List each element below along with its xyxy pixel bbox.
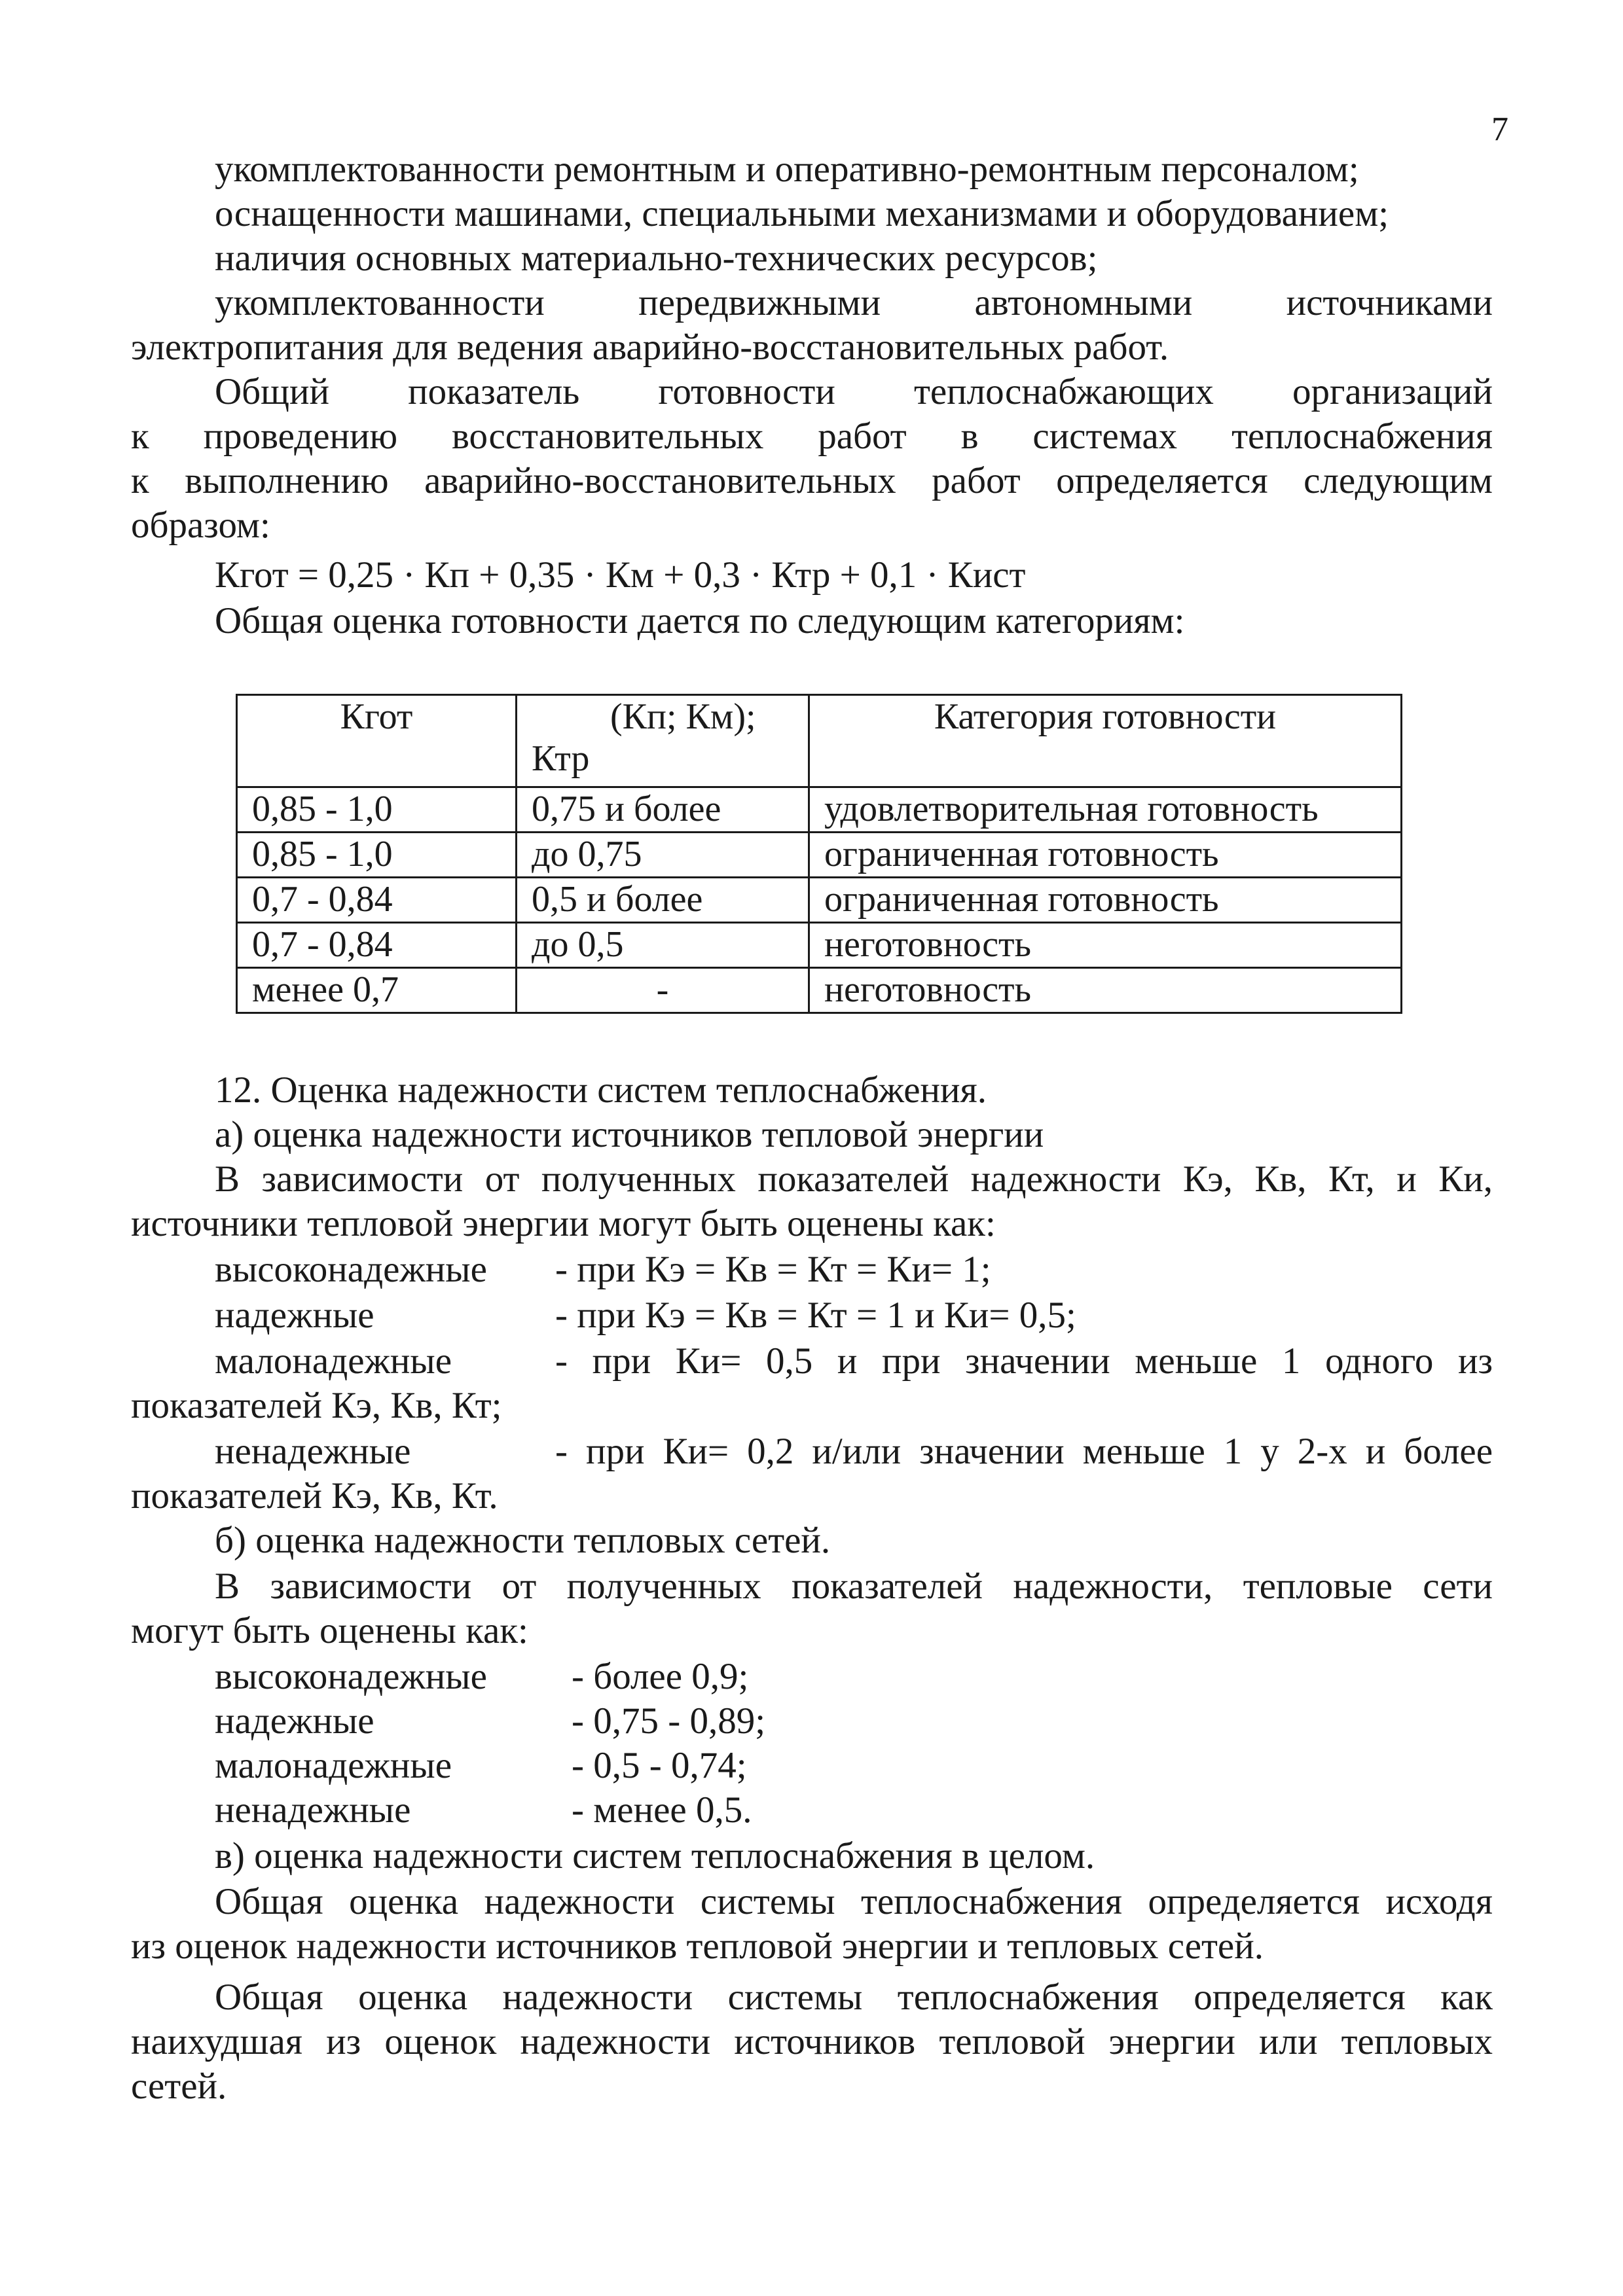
- rating-value: - при Ки= 0,5 и при значении меньше 1 одного из: [555, 1340, 1493, 1382]
- table-cell: 0,7 - 0,84: [237, 923, 517, 968]
- rating-label: малонадежные: [215, 1745, 452, 1786]
- text-line: сетей.: [131, 2066, 227, 2107]
- header-cell-line: (Кп; Км);: [610, 696, 756, 737]
- table-cell: 0,75 и более: [517, 787, 809, 833]
- rating-value: - при Кэ = Кв = Кт = 1 и Ки= 0,5;: [555, 1295, 1076, 1336]
- header-cell: Категория готовности: [809, 695, 1402, 787]
- table-row: [237, 833, 1402, 878]
- text-line: Общая оценка готовности дается по следующим категориям:: [215, 600, 1185, 641]
- rating-value: - 0,75 - 0,89;: [572, 1700, 766, 1742]
- table-cell: 0,7 - 0,84: [237, 878, 517, 923]
- rating-line: [215, 1655, 1493, 1699]
- section-title: 12. Оценка надежности систем теплоснабжения.: [215, 1069, 987, 1111]
- rating-line: [215, 1788, 1493, 1833]
- readiness-table: [236, 694, 1402, 1014]
- text-line: наличия основных материально-технических ресурсов;: [215, 238, 1098, 279]
- table-row: [237, 923, 1402, 968]
- table-row: [237, 878, 1402, 923]
- table-row: [237, 968, 1402, 1013]
- text-line: В зависимости от полученных показателей надежности Кэ, Кв, Кт, и Ки,: [215, 1158, 1493, 1200]
- table-cell: неготовность: [809, 923, 1402, 968]
- header-cell-line: Ктр: [532, 738, 590, 779]
- text-line: к выполнению аварийно-восстановительных работ определяется следующим: [131, 460, 1493, 501]
- text-line: Общая оценка надежности системы теплоснабжения определяется как: [215, 1977, 1493, 2018]
- text-line: из оценок надежности источников тепловой энергии и тепловых сетей.: [131, 1926, 1264, 1967]
- table-cell: ограниченная готовность: [809, 878, 1402, 923]
- table-cell: ограниченная готовность: [809, 833, 1402, 878]
- rating-value: - менее 0,5.: [572, 1789, 752, 1831]
- text-line: Общий показатель готовности теплоснабжающих организаций: [215, 371, 1493, 412]
- rating-value: - 0,5 - 0,74;: [572, 1745, 747, 1786]
- formula: Кгот = 0,25 · Кп + 0,35 · Км + 0,3 · Ктр + 0,1 · Кист: [215, 554, 1026, 596]
- header-cell: [517, 695, 809, 787]
- text-line: показателей Кэ, Кв, Кт;: [131, 1385, 502, 1426]
- table-cell: -: [517, 968, 809, 1013]
- rating-value: - более 0,9;: [572, 1656, 749, 1697]
- text-line: наихудшая из оценок надежности источников тепловой энергии или тепловых: [131, 2021, 1493, 2062]
- rating-label: ненадежные: [215, 1431, 411, 1472]
- rating-label: надежные: [215, 1295, 374, 1336]
- text-line: к проведению восстановительных работ в системах теплоснабжения: [131, 416, 1493, 457]
- text-line: В зависимости от полученных показателей надежности, тепловые сети: [215, 1566, 1493, 1607]
- table-cell: до 0,75: [517, 833, 809, 878]
- table-cell: менее 0,7: [237, 968, 517, 1013]
- table-cell: неготовность: [809, 968, 1402, 1013]
- text-line: оснащенности машинами, специальными механизмами и оборудованием;: [215, 193, 1389, 234]
- rating-line: [215, 1699, 1493, 1744]
- rating-label: высоконадежные: [215, 1249, 487, 1290]
- rating-line: [215, 1293, 1493, 1338]
- table-cell: 0,85 - 1,0: [237, 787, 517, 833]
- table-cell: 0,85 - 1,0: [237, 833, 517, 878]
- rating-label: малонадежные: [215, 1340, 452, 1382]
- text-line: источники тепловой энергии могут быть оценены как:: [131, 1203, 996, 1244]
- rating-label: высоконадежные: [215, 1656, 487, 1697]
- header-cell: Кгот: [237, 695, 517, 787]
- rating-line: [215, 1247, 1493, 1292]
- rating-line: [215, 1429, 1493, 1474]
- subsection-title: а) оценка надежности источников тепловой энергии: [215, 1114, 1044, 1155]
- table-cell: удовлетворительная готовность: [809, 787, 1402, 833]
- table-cell: 0,5 и более: [517, 878, 809, 923]
- page-number: 7: [1491, 111, 1508, 148]
- table-cell: до 0,5: [517, 923, 809, 968]
- rating-line: [215, 1339, 1493, 1384]
- table-row: [237, 787, 1402, 833]
- text-line: электропитания для ведения аварийно-восстановительных работ.: [131, 327, 1169, 368]
- subsection-title: б) оценка надежности тепловых сетей.: [215, 1520, 831, 1561]
- text-line: образом:: [131, 505, 270, 546]
- rating-line: [215, 1744, 1493, 1788]
- rating-value: - при Ки= 0,2 и/или значении меньше 1 у 2-х и более: [555, 1431, 1493, 1472]
- text-line: Общая оценка надежности системы теплоснабжения определяется исходя: [215, 1881, 1493, 1922]
- subsection-title: в) оценка надежности систем теплоснабжения в целом.: [215, 1835, 1095, 1876]
- text-line: укомплектованности передвижными автономными источниками: [215, 282, 1493, 323]
- rating-label: ненадежные: [215, 1789, 411, 1831]
- rating-label: надежные: [215, 1700, 374, 1742]
- table-header-row: [237, 695, 1402, 787]
- text-line: могут быть оценены как:: [131, 1610, 528, 1651]
- rating-value: - при Кэ = Кв = Кт = Ки= 1;: [555, 1249, 991, 1290]
- text-line: показателей Кэ, Кв, Кт.: [131, 1475, 498, 1516]
- text-line: укомплектованности ремонтным и оперативно-ремонтным персоналом;: [215, 149, 1359, 190]
